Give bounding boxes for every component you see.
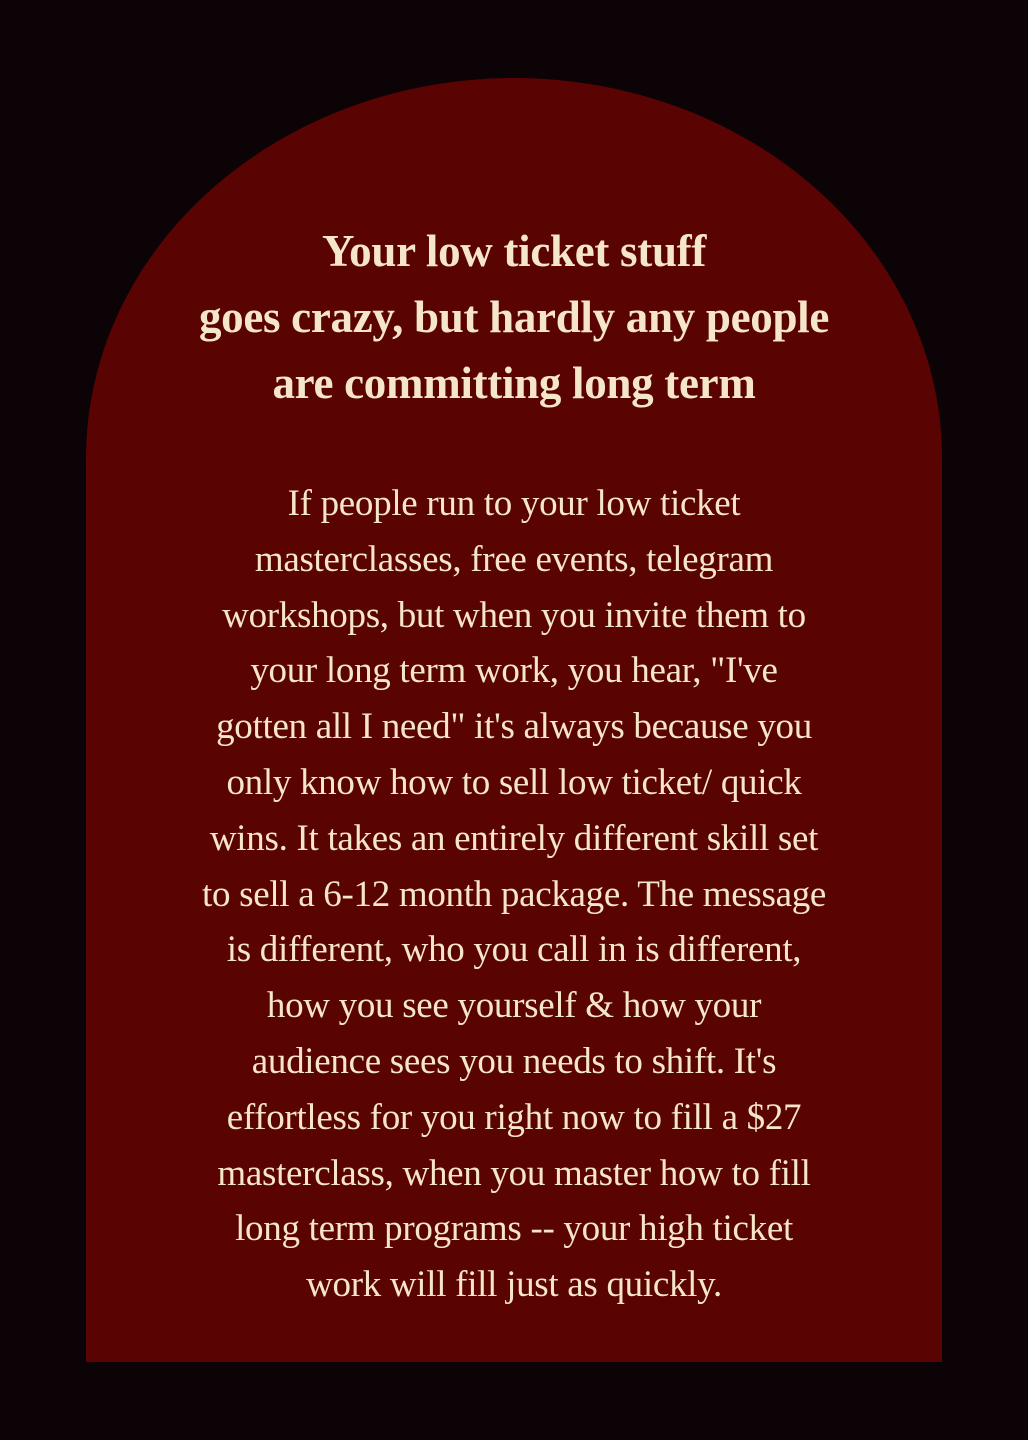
body-line: masterclass, when you master how to fill <box>217 1152 811 1194</box>
body-line: your long term work, you hear, "I've <box>250 650 778 692</box>
body-line: gotten all I need" it's always because you <box>216 706 812 748</box>
headline-line: goes crazy, but hardly any people <box>198 292 830 342</box>
headline-line: Your low ticket stuff <box>321 226 707 276</box>
body-line: audience sees you needs to shift. It's <box>251 1040 777 1082</box>
body-line: masterclasses, free events, telegram <box>254 538 774 580</box>
headline <box>126 218 902 416</box>
body-line: effortless for you right now to fill a $27 <box>226 1096 802 1138</box>
body-line: only know how to sell low ticket/ quick <box>226 761 802 803</box>
headline-line: are committing long term <box>272 358 756 408</box>
body-line: long term programs -- your high ticket <box>235 1208 793 1250</box>
body-line: wins. It takes an entirely different skill set <box>209 817 819 859</box>
body-line: to sell a 6-12 month package. The message <box>201 873 827 915</box>
body-line: work will fill just as quickly. <box>306 1264 722 1306</box>
body-paragraph <box>116 476 912 1313</box>
arch-card <box>86 78 942 1362</box>
body-line: If people run to your low ticket <box>287 483 741 524</box>
body-line: how you see yourself & how your <box>266 985 762 1027</box>
body-line: workshops, but when you invite them to <box>222 594 806 636</box>
body-line: is different, who you call in is different, <box>226 929 802 971</box>
